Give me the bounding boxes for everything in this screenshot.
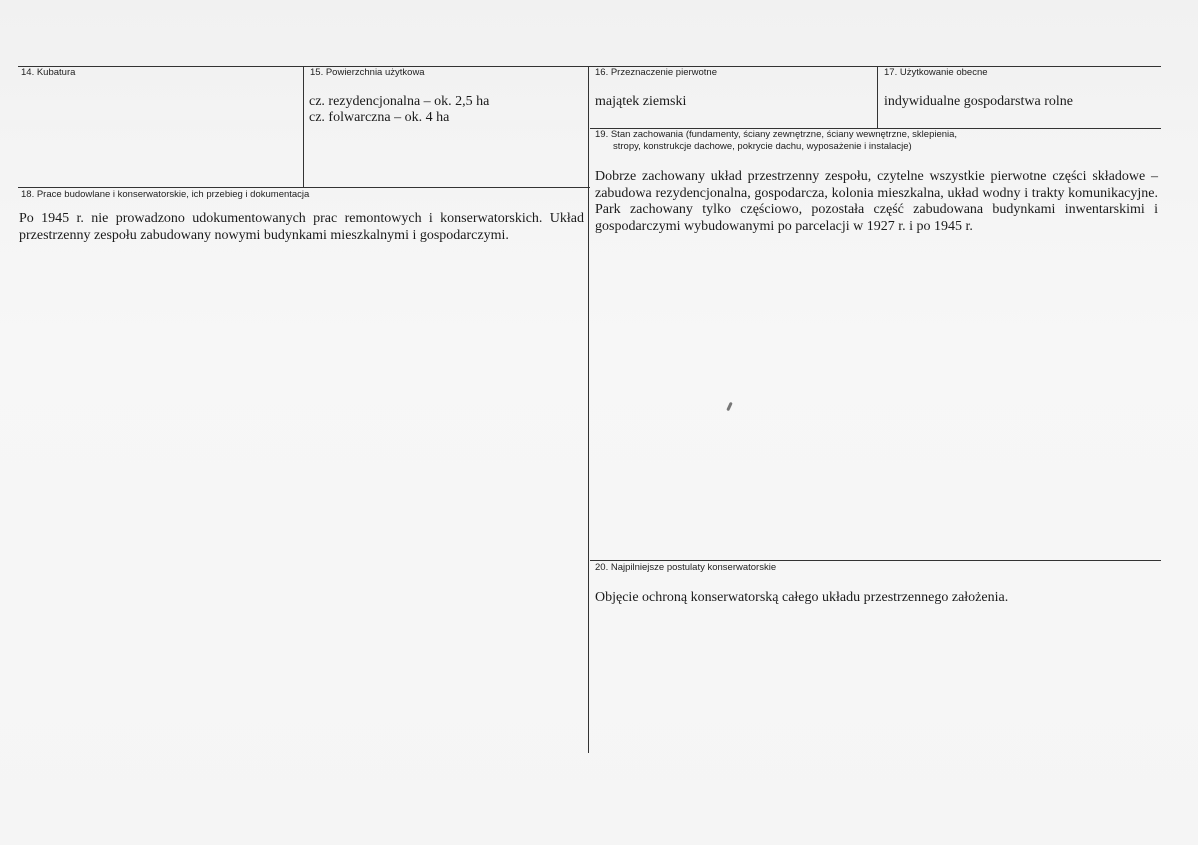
section-20-label: 20. Najpilniejsze postulaty konserwatorskie: [595, 562, 777, 573]
section-17-value: indywidualne gospodarstwa rolne: [884, 94, 1073, 109]
section-16-label: 16. Przeznaczenie pierwotne: [595, 67, 717, 78]
column-divider-line-center: [588, 66, 589, 753]
section-16-value: majątek ziemski: [595, 94, 687, 109]
section-19-label-line-1: 19. Stan zachowania (fundamenty, ściany zewnętrzne, ściany wewnętrzne, sklepienia,: [595, 129, 958, 140]
section-15-label: 15. Powierzchnia użytkowa: [310, 67, 425, 78]
section-19-label-line-2: stropy, konstrukcje dachowe, pokrycie dachu, wyposażenie i instalacje): [613, 141, 912, 152]
section-17-label: 17. Użytkowanie obecne: [884, 67, 988, 78]
section-18-text: Po 1945 r. nie prowadzono udokumentowanych prac remontowych i konserwatorskich. Układ przestrzenny zespołu zabudowany nowymi budynkami mieszkalnymi i gospodarczymi.: [19, 211, 584, 243]
scan-mark: [726, 402, 733, 411]
section-15-line-1: cz. rezydencjonalna – ok. 2,5 ha: [309, 94, 490, 109]
section-19-text: Dobrze zachowany układ przestrzenny zespołu, czytelne wszystkie pierwotne części składowe – zabudowa rezydencjonalna, gospodarcza, kolonia mieszkalna, układ wodny i trakty komunikacyjne. Park zachowany tylko częściowo, pozostała część zabudowana budynkami inwentarskimi i gospodarczymi wybudowanymi po parcelacji w 1927 r. i po 1945 r.: [595, 169, 1158, 234]
row-divider-line-right-bottom: [590, 560, 1161, 561]
section-20-text: Objęcie ochroną konserwatorską całego układu przestrzennego założenia.: [595, 590, 1009, 605]
column-divider-line-3: [877, 66, 878, 128]
column-divider-line-1: [303, 66, 304, 187]
top-border-line: [18, 66, 1161, 67]
section-18-label: 18. Prace budowlane i konserwatorskie, ich przebieg i dokumentacja: [21, 189, 310, 200]
section-14-label: 14. Kubatura: [21, 67, 76, 78]
row-divider-line-left: [18, 187, 590, 188]
section-15-line-2: cz. folwarczna – ok. 4 ha: [309, 110, 450, 125]
